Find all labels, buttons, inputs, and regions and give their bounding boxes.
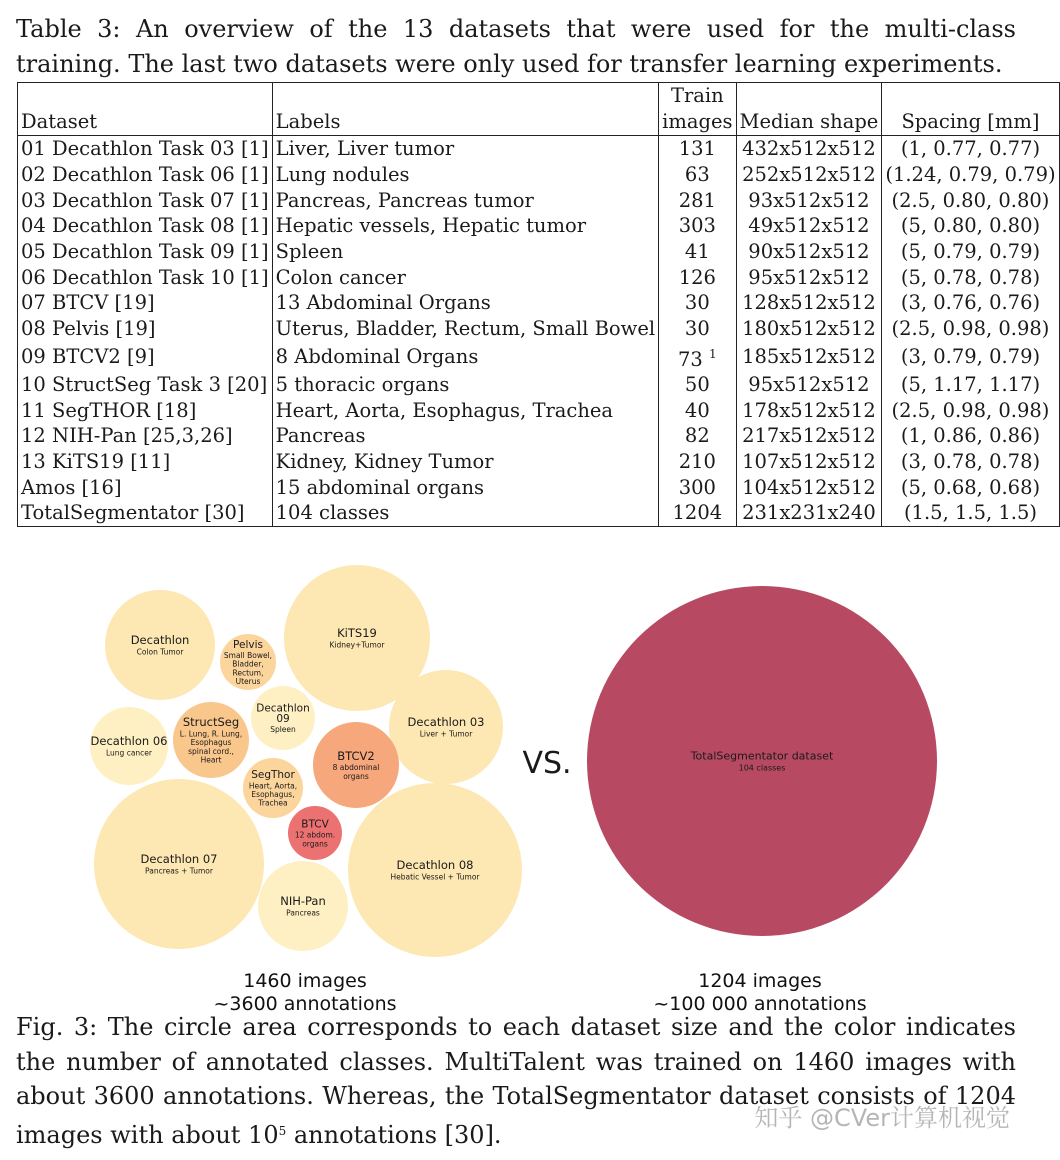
cell-dataset-value: 01 Decathlon Task 03 [1]	[21, 137, 269, 161]
bubble-subtitle: organs	[302, 839, 328, 849]
cell-train-images	[659, 474, 736, 500]
cell-dataset	[18, 342, 273, 372]
dataset-bubble	[348, 783, 522, 957]
cell-spacing-value: (1.24, 0.79, 0.79)	[885, 163, 1056, 187]
bubble-subtitle: Colon Tumor	[136, 647, 184, 657]
cell-train-images-value: 63	[684, 163, 710, 187]
header-train-line2: images	[662, 110, 733, 133]
cell-dataset	[18, 264, 273, 290]
table-header-row	[18, 83, 1060, 136]
cell-train-images-value: 82	[684, 424, 710, 448]
cell-dataset-value: 05 Decathlon Task 09 [1]	[21, 240, 269, 264]
bubble-title: Pelvis	[233, 638, 263, 651]
cell-median-shape	[736, 342, 882, 372]
cell-train-images	[659, 423, 736, 449]
bubble-subtitle: spinal cord.,	[188, 746, 234, 756]
cell-median-shape-value: 90x512x512	[748, 240, 870, 264]
bubble-title: Decathlon 08	[396, 858, 474, 873]
cell-dataset-value: 12 NIH-Pan [25,3,26]	[21, 424, 233, 448]
cell-train-images	[659, 264, 736, 290]
table-row	[18, 372, 1060, 398]
cell-dataset-value: TotalSegmentator [30]	[21, 501, 245, 525]
cell-spacing-value: (2.5, 0.80, 0.80)	[891, 188, 1050, 212]
cell-labels	[272, 187, 658, 213]
cell-spacing	[882, 136, 1059, 162]
cell-median-shape-value: 185x512x512	[742, 345, 876, 368]
cell-train-images	[659, 187, 736, 213]
cell-median-shape	[736, 162, 882, 188]
cell-labels	[272, 136, 658, 162]
cell-dataset-value: 04 Decathlon Task 08 [1]	[21, 214, 269, 238]
cell-labels	[272, 500, 658, 526]
cell-spacing-value: (5, 1.17, 1.17)	[900, 372, 1041, 396]
table-row	[18, 397, 1060, 423]
cell-dataset-value: 13 KiTS19 [11]	[21, 449, 171, 473]
dataset-bubble	[389, 670, 503, 784]
cell-labels	[272, 316, 658, 342]
table-row	[18, 449, 1060, 475]
cell-spacing	[882, 239, 1059, 265]
cell-spacing-value: (5, 0.68, 0.68)	[900, 475, 1041, 499]
dataset-bubble	[313, 722, 399, 808]
cell-labels-value: Spleen	[275, 240, 344, 264]
cell-median-shape-value: 432x512x512	[742, 137, 876, 161]
cell-train-images-value: 73	[677, 347, 703, 371]
table-row	[18, 290, 1060, 316]
cell-spacing-value: (2.5, 0.98, 0.98)	[891, 317, 1050, 341]
cell-train-images-value: 300	[678, 475, 716, 499]
cell-train-images-value: 30	[684, 317, 710, 341]
bubble-title: BTCV2	[337, 748, 375, 763]
cell-median-shape-value: 95x512x512	[748, 265, 870, 289]
cell-spacing-value: (3, 0.79, 0.79)	[900, 345, 1041, 368]
cell-median-shape	[736, 449, 882, 475]
cell-train-images	[659, 316, 736, 342]
bubble-subtitle: organs	[343, 771, 369, 781]
bubble-subtitle: L. Lung, R. Lung,	[179, 729, 243, 739]
cell-spacing	[882, 449, 1059, 475]
cell-dataset	[18, 213, 273, 239]
cell-dataset	[18, 187, 273, 213]
cell-train-images	[659, 136, 736, 162]
datasets-table	[17, 82, 1060, 527]
bubble-subtitle: 8 abdominal	[332, 763, 380, 773]
dataset-bubble	[243, 758, 303, 818]
cell-train-images-value: 131	[678, 137, 716, 161]
cell-dataset-value: 06 Decathlon Task 10 [1]	[21, 265, 269, 289]
header-train-images	[659, 83, 736, 136]
table-row	[18, 423, 1060, 449]
dataset-bubble	[105, 590, 215, 700]
table-row	[18, 316, 1060, 342]
header-labels: Labels	[272, 83, 658, 136]
bubble-subtitle: Esophagus	[190, 738, 232, 748]
cell-median-shape-value: 217x512x512	[742, 424, 876, 448]
cell-median-shape	[736, 500, 882, 526]
watermark: 知乎 @CVer计算机视觉	[754, 1104, 1010, 1132]
cell-spacing-value: (1, 0.86, 0.86)	[900, 424, 1041, 448]
cell-spacing	[882, 474, 1059, 500]
cell-train-images-value: 40	[684, 398, 710, 422]
cell-train-images	[659, 342, 736, 372]
bubble-subtitle: Lung cancer	[106, 748, 152, 758]
bubble-title: Decathlon	[130, 633, 190, 648]
bubble-subtitle: Pancreas	[286, 908, 320, 918]
header-median-shape: Median shape	[736, 83, 882, 136]
table-row	[18, 342, 1060, 372]
cell-dataset-value: 03 Decathlon Task 07 [1]	[21, 188, 269, 212]
cell-labels-value: 15 abdominal organs	[275, 475, 485, 499]
cell-labels-value: 8 Abdominal Organs	[275, 345, 479, 368]
cell-dataset	[18, 474, 273, 500]
cell-labels-value: Liver, Liver tumor	[275, 137, 455, 161]
cell-dataset-value: 09 BTCV2 [9]	[21, 345, 155, 368]
cell-train-images-value: 126	[678, 265, 716, 289]
cell-train-images	[659, 290, 736, 316]
cell-dataset	[18, 239, 273, 265]
cell-median-shape-value: 128x512x512	[742, 291, 876, 315]
dataset-bubble	[90, 707, 168, 785]
cell-labels	[272, 162, 658, 188]
cell-spacing-value: (5, 0.79, 0.79)	[900, 240, 1041, 264]
bubble-title: Decathlon	[256, 702, 310, 715]
dataset-bubble	[251, 686, 315, 750]
cell-dataset-value: 08 Pelvis [19]	[21, 317, 156, 341]
cell-median-shape-value: 49x512x512	[748, 214, 870, 238]
table-caption: Table 3: An overview of the 13 datasets that were used for the multi-class training. The last two datasets were only used for transfer learning experiments.	[16, 15, 1016, 78]
bubble-subtitle: Bladder,	[232, 659, 264, 669]
bubble-title: Decathlon 07	[140, 852, 218, 867]
table-row	[18, 500, 1060, 526]
cell-median-shape-value: 95x512x512	[748, 372, 870, 396]
cell-median-shape	[736, 290, 882, 316]
bubble-title: SegThor	[251, 769, 295, 782]
cell-dataset	[18, 316, 273, 342]
bubble-title: KiTS19	[337, 626, 377, 641]
dataset-bubble	[220, 634, 276, 690]
cell-median-shape-value: 178x512x512	[742, 398, 876, 422]
cell-spacing	[882, 187, 1059, 213]
left-images-count: 1460 images	[243, 970, 367, 992]
cell-train-images-value: 281	[678, 188, 716, 212]
cell-labels-value: Colon cancer	[275, 265, 406, 289]
figure-caption-end: annotations [30].	[286, 1120, 502, 1149]
dataset-bubble	[94, 779, 264, 949]
cell-train-images-value: 41	[684, 240, 710, 264]
cell-train-images	[659, 449, 736, 475]
cell-dataset-value: Amos [16]	[21, 475, 122, 499]
bubble-title: Decathlon 03	[407, 715, 485, 730]
right-annotations-count: ~100 000 annotations	[653, 993, 867, 1015]
dataset-bubble	[258, 861, 348, 951]
cell-spacing-value: (2.5, 0.98, 0.98)	[891, 398, 1050, 422]
cell-median-shape	[736, 316, 882, 342]
cell-dataset-value: 07 BTCV [19]	[21, 291, 155, 315]
cell-spacing	[882, 423, 1059, 449]
cell-labels-value: Pancreas	[275, 424, 366, 448]
cell-labels	[272, 449, 658, 475]
cell-labels	[272, 213, 658, 239]
cell-dataset-value: 11 SegTHOR [18]	[21, 398, 197, 422]
cell-dataset-value: 02 Decathlon Task 06 [1]	[21, 163, 269, 187]
bubble-title: 09	[276, 713, 290, 726]
cell-train-images	[659, 372, 736, 398]
cell-labels-value: Uterus, Bladder, Rectum, Small Bowel	[275, 317, 656, 341]
bubble-subtitle: Pancreas + Tumor	[145, 866, 213, 876]
header-dataset: Dataset	[18, 83, 273, 136]
bubble-subtitle: Liver + Tumor	[419, 729, 473, 739]
cell-labels	[272, 342, 658, 372]
figure-caption-text: Fig. 3: The circle area corresponds to each dataset size and the color indicates the number of annotated classes. MultiTalent was trained on 1460 images with about 3600 annotations. Whereas, the TotalSegmentator dataset consists of 1204 images with about 10	[16, 1013, 1016, 1149]
cell-median-shape	[736, 136, 882, 162]
bubble-title: BTCV	[301, 818, 329, 831]
dataset-bubble	[587, 586, 937, 936]
bubble-subtitle: Heart	[200, 755, 222, 765]
bubble-subtitle: Uterus	[235, 676, 261, 686]
cell-spacing	[882, 316, 1059, 342]
dataset-bubble-figure	[0, 540, 1038, 1020]
cell-median-shape-value: 252x512x512	[742, 163, 876, 187]
cell-spacing	[882, 342, 1059, 372]
cell-dataset-value: 10 StructSeg Task 3 [20]	[21, 372, 268, 396]
cell-labels	[272, 290, 658, 316]
cell-labels-value: 13 Abdominal Organs	[275, 291, 491, 315]
cell-median-shape	[736, 187, 882, 213]
cell-train-images-value: 210	[678, 449, 716, 473]
cell-labels	[272, 239, 658, 265]
cell-labels	[272, 474, 658, 500]
bubble-subtitle: Small Bowel,	[223, 651, 273, 661]
cell-train-images	[659, 500, 736, 526]
bubble-subtitle: 104 classes	[738, 763, 786, 773]
cell-spacing	[882, 500, 1059, 526]
cell-median-shape	[736, 213, 882, 239]
cell-labels	[272, 372, 658, 398]
cell-spacing-value: (3, 0.76, 0.76)	[900, 291, 1041, 315]
cell-median-shape	[736, 372, 882, 398]
cell-median-shape	[736, 423, 882, 449]
cell-spacing	[882, 290, 1059, 316]
cell-median-shape-value: 180x512x512	[742, 317, 876, 341]
bubble-subtitle: Spleen	[270, 725, 296, 735]
cell-spacing	[882, 162, 1059, 188]
cell-train-images	[659, 239, 736, 265]
table-row	[18, 474, 1060, 500]
cell-dataset	[18, 423, 273, 449]
bubble-subtitle: Kidney+Tumor	[329, 640, 385, 650]
cell-spacing-value: (1, 0.77, 0.77)	[900, 137, 1041, 161]
table-row	[18, 264, 1060, 290]
cell-labels-value: Lung nodules	[275, 163, 410, 187]
cell-labels	[272, 397, 658, 423]
table-row	[18, 213, 1060, 239]
cell-dataset	[18, 372, 273, 398]
dataset-bubble	[173, 702, 249, 778]
cell-spacing-value: (3, 0.78, 0.78)	[900, 449, 1041, 473]
bubble-title: Decathlon 06	[90, 734, 168, 749]
cell-train-images	[659, 397, 736, 423]
cell-labels	[272, 264, 658, 290]
cell-train-images-value: 30	[684, 291, 710, 315]
cell-spacing	[882, 372, 1059, 398]
cell-median-shape	[736, 264, 882, 290]
cell-spacing	[882, 397, 1059, 423]
cell-dataset	[18, 397, 273, 423]
cell-median-shape-value: 107x512x512	[742, 449, 876, 473]
cell-labels-value: Hepatic vessels, Hepatic tumor	[275, 214, 587, 238]
bubble-subtitle: Esophagus,	[251, 789, 295, 799]
right-images-count: 1204 images	[698, 970, 822, 992]
vs-label: VS.	[522, 746, 572, 781]
bubble-subtitle: Rectum,	[232, 668, 264, 678]
left-annotations-count: ~3600 annotations	[213, 993, 397, 1015]
cell-median-shape-value: 93x512x512	[748, 188, 870, 212]
cell-spacing-value: (5, 0.78, 0.78)	[900, 265, 1041, 289]
cell-dataset	[18, 136, 273, 162]
cell-labels-value: 104 classes	[275, 501, 390, 525]
cell-labels-value: 5 thoracic organs	[275, 372, 450, 396]
bubble-subtitle: 12 abdom.	[294, 830, 336, 840]
cell-median-shape	[736, 397, 882, 423]
cell-labels-value: Heart, Aorta, Esophagus, Trachea	[275, 398, 614, 422]
cell-dataset	[18, 449, 273, 475]
cell-median-shape-value: 104x512x512	[742, 475, 876, 499]
cell-dataset	[18, 162, 273, 188]
cell-spacing	[882, 264, 1059, 290]
table-row	[18, 239, 1060, 265]
cell-spacing-value: (1.5, 1.5, 1.5)	[903, 501, 1037, 525]
cell-spacing-value: (5, 0.80, 0.80)	[900, 214, 1041, 238]
cell-median-shape	[736, 239, 882, 265]
bubble-title: NIH-Pan	[280, 894, 326, 909]
cell-labels	[272, 423, 658, 449]
cell-median-shape	[736, 474, 882, 500]
cell-train-images-value: 303	[678, 214, 716, 238]
table-row	[18, 136, 1060, 162]
cell-spacing	[882, 213, 1059, 239]
bubble-subtitle: Hebatic Vessel + Tumor	[390, 872, 480, 882]
cell-labels-value: Pancreas, Pancreas tumor	[275, 188, 534, 212]
table-row	[18, 162, 1060, 188]
bubble-title: StructSeg	[182, 715, 240, 730]
cell-labels-value: Kidney, Kidney Tumor	[275, 449, 494, 473]
cell-train-images	[659, 213, 736, 239]
table-row	[18, 187, 1060, 213]
figure-caption-exponent: 5	[278, 1123, 287, 1138]
footnote-marker: 1	[709, 346, 717, 361]
cell-train-images-value: 1204	[672, 501, 723, 525]
cell-dataset	[18, 290, 273, 316]
cell-dataset	[18, 500, 273, 526]
cell-train-images-value: 50	[684, 372, 710, 396]
header-spacing: Spacing [mm]	[882, 83, 1059, 136]
bubble-subtitle: Trachea	[258, 798, 288, 808]
cell-train-images	[659, 162, 736, 188]
header-train-line1: Train	[670, 84, 724, 107]
bubble-subtitle: Heart, Aorta,	[248, 781, 298, 791]
bubble-title: TotalSegmentator dataset	[690, 749, 834, 763]
cell-median-shape-value: 231x231x240	[742, 501, 876, 525]
dataset-bubble	[288, 806, 342, 860]
